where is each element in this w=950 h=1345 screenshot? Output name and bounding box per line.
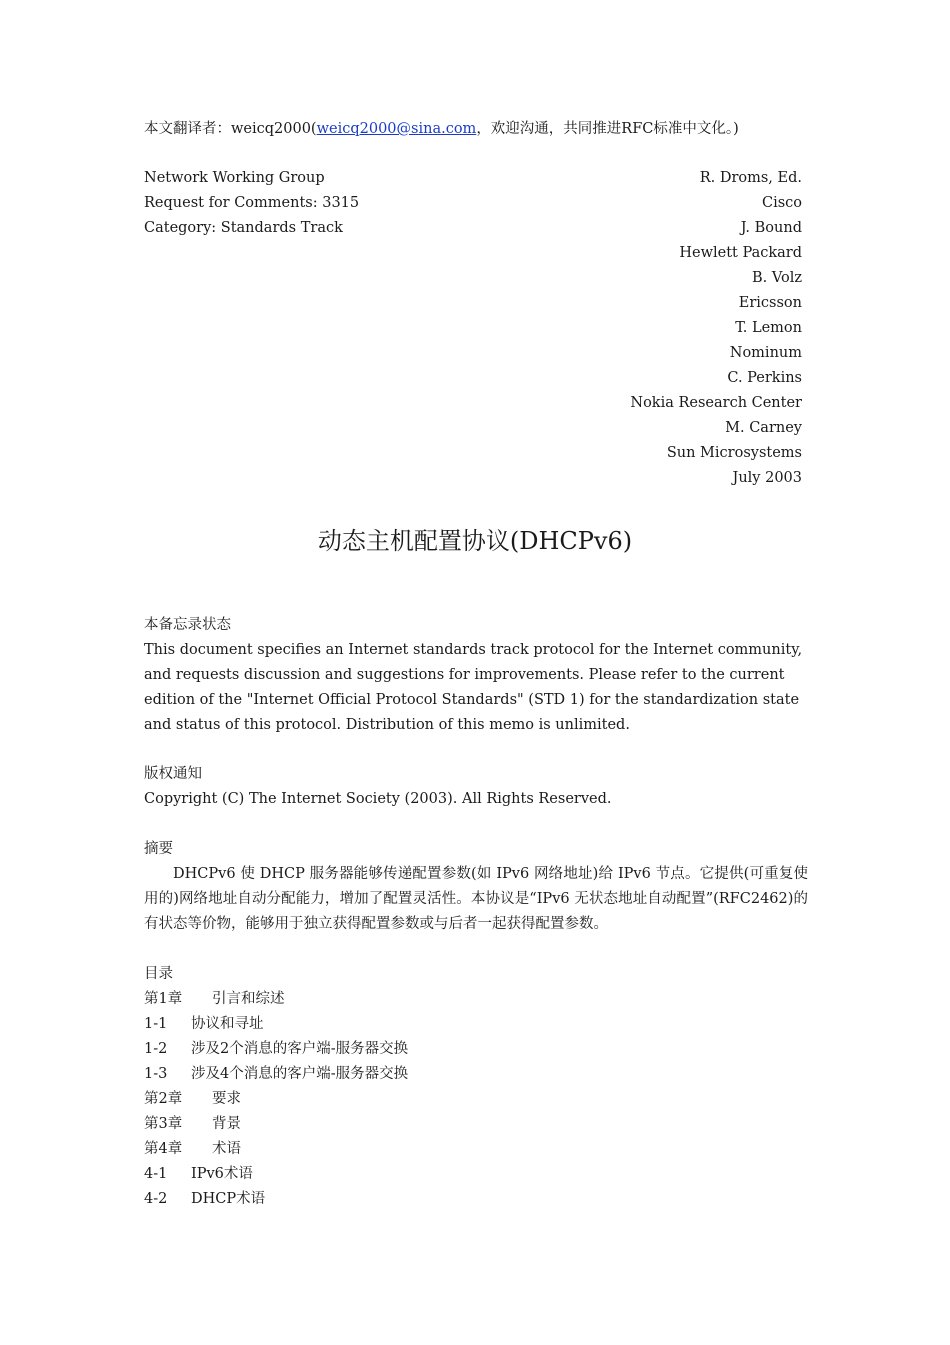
author-line: T. Lemon xyxy=(735,320,802,336)
toc-entry-number: 第3章 xyxy=(144,1116,183,1132)
toc-entry-title: 要求 xyxy=(212,1091,241,1107)
translator-email-link[interactable]: weicq2000@sina.com xyxy=(316,121,477,137)
translator-prefix: 本文翻译者：weicq2000( xyxy=(144,121,317,137)
toc-entry-title: 涉及4个消息的客户端-服务器交换 xyxy=(191,1066,409,1082)
author-line: M. Carney xyxy=(725,420,802,436)
author-line: Sun Microsystems xyxy=(666,445,802,461)
rfc-number: Request for Comments: 3315 xyxy=(144,195,360,211)
rfc-category: Category: Standards Track xyxy=(144,220,343,236)
copyright-heading: 版权通知 xyxy=(144,766,202,782)
toc-entry[interactable] xyxy=(144,1187,808,1212)
toc-entry-number: 1-1 xyxy=(144,1016,168,1032)
copyright-section xyxy=(144,762,808,812)
toc-entry-title: 协议和寻址 xyxy=(191,1016,264,1032)
toc-entry[interactable] xyxy=(144,1162,808,1187)
author-line: R. Droms, Ed. xyxy=(699,170,802,186)
toc-entry-title: DHCP术语 xyxy=(191,1191,266,1207)
toc-list xyxy=(144,987,808,1212)
working-group: Network Working Group xyxy=(144,170,325,186)
table-of-contents xyxy=(144,962,808,1212)
toc-entry[interactable] xyxy=(144,1137,808,1162)
toc-entry-title: 引言和综述 xyxy=(212,991,285,1007)
toc-entry-number: 第1章 xyxy=(144,991,183,1007)
publication-date: July 2003 xyxy=(732,470,802,486)
abstract-section xyxy=(144,837,808,937)
toc-entry-title: 涉及2个消息的客户端-服务器交换 xyxy=(191,1041,409,1057)
abstract-heading: 摘要 xyxy=(144,841,173,857)
memo-status-body: This document specifies an Internet standards track protocol for the Internet community, and requests discussion and suggestions for improvements. Please refer to the current edition of the "Internet Official Protocol Standards" (STD 1) for the standardization state and status of this protocol. Distribution of this memo is unlimited. xyxy=(144,642,803,733)
toc-entry-number: 第4章 xyxy=(144,1141,183,1157)
translator-note xyxy=(144,117,739,138)
author-line: Cisco xyxy=(761,195,802,211)
memo-status-section xyxy=(144,613,808,738)
toc-entry-title: 术语 xyxy=(212,1141,241,1157)
toc-entry-title: IPv6术语 xyxy=(191,1166,253,1182)
rfc-header-left xyxy=(144,166,359,241)
author-line: B. Volz xyxy=(751,270,802,286)
author-line: Nokia Research Center xyxy=(630,395,802,411)
rfc-header-authors xyxy=(630,166,802,491)
toc-entry-number: 第2章 xyxy=(144,1091,183,1107)
translator-suffix: ，欢迎沟通，共同推进RFC标准中文化。) xyxy=(476,121,739,137)
author-line: Nominum xyxy=(729,345,802,361)
abstract-body: DHCPv6 使 DHCP 服务器能够传递配置参数(如 IPv6 网络地址)给 IPv6 节点。它提供(可重复使用的)网络地址自动分配能力，增加了配置灵活性。本协议是“IPv6 无状态地址自动配置”(RFC2462)的有状态等价物，能够用于独立获得配置参数或与后者一起获得配置参数。 xyxy=(144,866,808,932)
toc-entry-number: 4-2 xyxy=(144,1191,168,1207)
toc-entry[interactable] xyxy=(144,1112,808,1137)
author-line: C. Perkins xyxy=(727,370,802,386)
toc-entry[interactable] xyxy=(144,1037,808,1062)
author-line: Hewlett Packard xyxy=(679,245,802,261)
copyright-body: Copyright (C) The Internet Society (2003). All Rights Reserved. xyxy=(144,791,612,807)
author-line: Ericsson xyxy=(738,295,802,311)
author-line: J. Bound xyxy=(740,220,802,236)
toc-entry[interactable] xyxy=(144,1087,808,1112)
toc-heading: 目录 xyxy=(144,966,173,982)
toc-entry-title: 背景 xyxy=(212,1116,241,1132)
toc-entry-number: 1-3 xyxy=(144,1066,168,1082)
document-title: 动态主机配置协议(DHCPv6) xyxy=(317,527,633,555)
toc-entry[interactable] xyxy=(144,1062,808,1087)
memo-status-heading: 本备忘录状态 xyxy=(144,617,231,633)
toc-entry-number: 4-1 xyxy=(144,1166,168,1182)
toc-entry[interactable] xyxy=(144,987,808,1012)
toc-entry[interactable] xyxy=(144,1012,808,1037)
toc-entry-number: 1-2 xyxy=(144,1041,168,1057)
